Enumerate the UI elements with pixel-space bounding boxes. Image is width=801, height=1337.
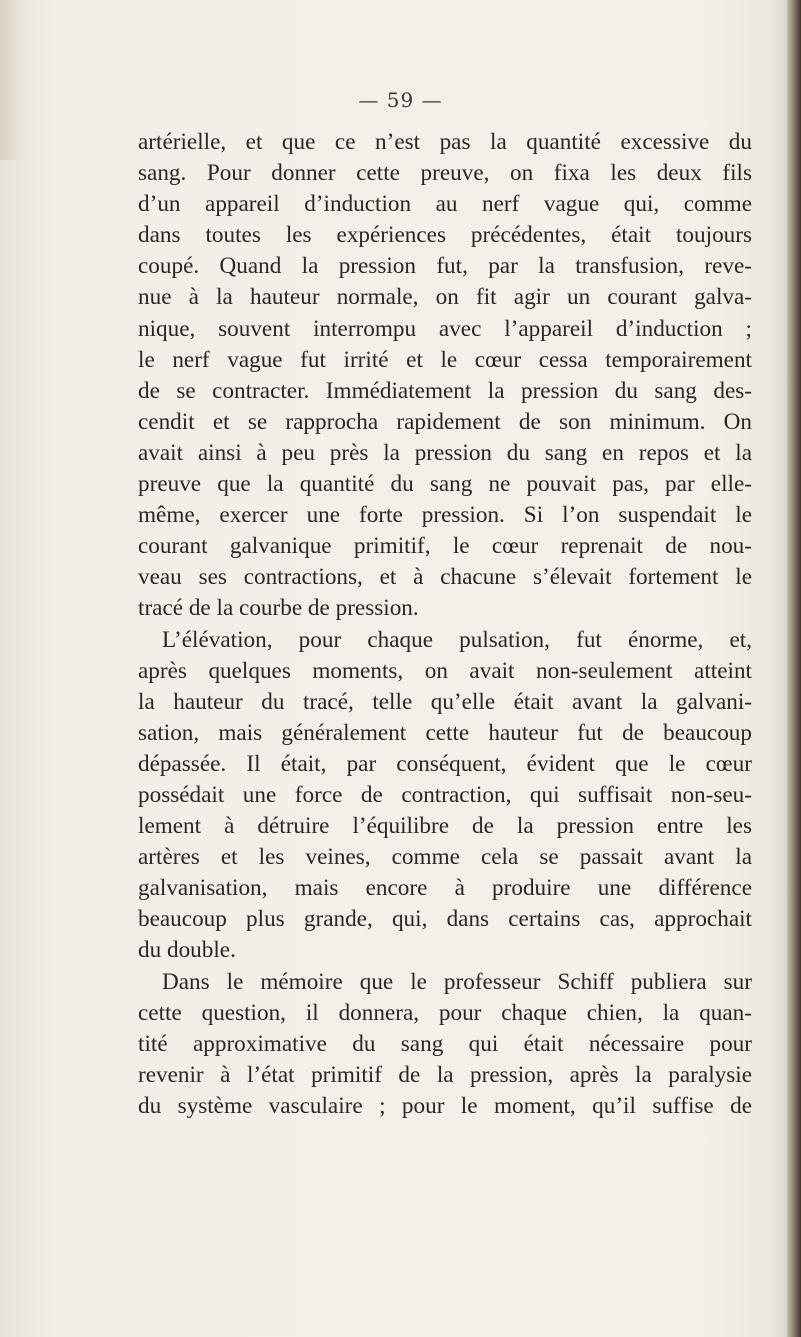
text-line: du double. (138, 937, 236, 964)
text-line: même, exercer une forte pression. Si l’on suspendait le (138, 502, 752, 529)
text-line: veau ses contractions, et à chacune s’élevait fortement le (138, 564, 752, 591)
text-line: L’élévation, pour chaque pulsation, fut énorme, et, (162, 626, 752, 653)
text-line: cendit et se rapprocha rapidement de son minimum. On (138, 408, 752, 435)
text-line: courant galvanique primitif, le cœur reprenait de nou- (138, 533, 752, 560)
text-line: tracé de la courbe de pression. (138, 595, 419, 622)
text-line: Dans le mémoire que le professeur Schiff publiera sur (162, 968, 752, 995)
text-line: la hauteur du tracé, telle qu’elle était avant la galvani- (138, 688, 752, 715)
text-line: nique, souvent interrompu avec l’appareil d’induction ; (138, 315, 752, 342)
page-shadow-left (0, 0, 24, 160)
text-line: dans toutes les expériences précédentes, était toujours (138, 222, 752, 249)
text-line: artérielle, et que ce n’est pas la quantité excessive du (138, 129, 752, 155)
text-line: d’un appareil d’induction au nerf vague qui, comme (138, 191, 752, 218)
text-line: sang. Pour donner cette preuve, on fixa les deux fils (138, 160, 752, 187)
text-line: de se contracter. Immédiatement la pression du sang des- (138, 377, 752, 404)
text-line: revenir à l’état primitif de la pression, après la paralysie (138, 1061, 752, 1088)
text-line: coupé. Quand la pression fut, par la transfusion, reve- (138, 253, 752, 280)
text-line: avait ainsi à peu près la pression du sang en repos et la (138, 439, 752, 466)
body-text (138, 127, 752, 1122)
text-line: sation, mais généralement cette hauteur fut de beaucoup (138, 719, 752, 746)
text-line: lement à détruire l’équilibre de la pression entre les (138, 813, 752, 840)
text-line: cette question, il donnera, pour chaque chien, la quan- (138, 999, 752, 1026)
text-line: nue à la hauteur normale, on fit agir un courant galva- (138, 284, 752, 311)
text-line: tité approximative du sang qui était nécessaire pour (138, 1030, 752, 1057)
text-line: du système vasculaire ; pour le moment, qu’il suffise de (138, 1092, 752, 1119)
text-line: possédait une force de contraction, qui suffisait non-seu- (138, 781, 752, 808)
page-number: — 59 — (358, 88, 443, 112)
text-line: galvanisation, mais encore à produire une différence (138, 875, 752, 902)
text-line: le nerf vague fut irrité et le cœur cessa temporairement (138, 346, 752, 373)
text-line: après quelques moments, on avait non-seulement atteint (138, 657, 752, 684)
text-line: beaucoup plus grande, qui, dans certains cas, approchait (138, 906, 752, 933)
page-binding-edge (787, 0, 801, 1337)
text-line: artères et les veines, comme cela se passait avant la (138, 844, 752, 871)
text-line: dépassée. Il était, par conséquent, évident que le cœur (138, 750, 752, 777)
text-line: preuve que la quantité du sang ne pouvait pas, par elle- (138, 471, 752, 498)
